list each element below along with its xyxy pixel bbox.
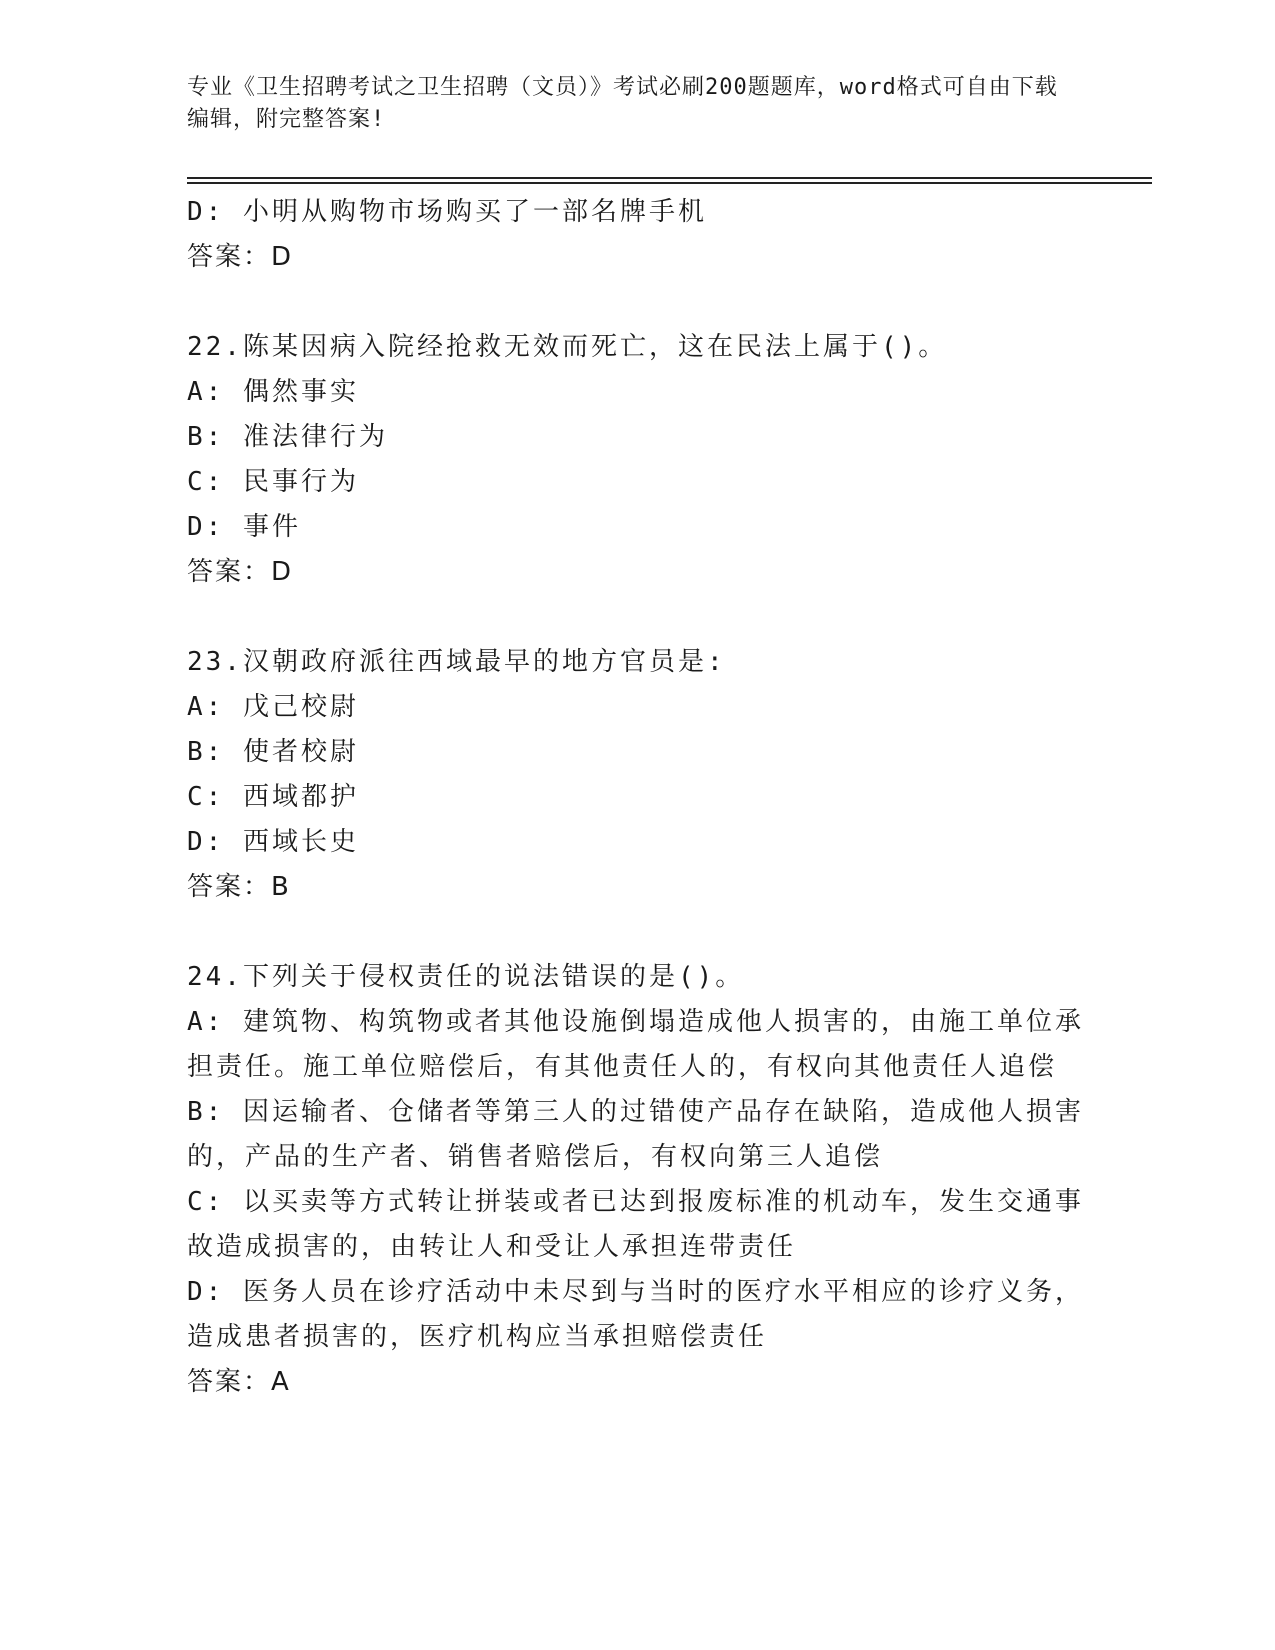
option-d-line-1: D: 医务人员在诊疗活动中未尽到与当时的医疗水平相应的诊疗义务， [187,1277,1084,1307]
option-c-line-1: C: 以买卖等方式转让拼装或者已达到报废标准的机动车，发生交通事 [187,1187,1084,1217]
answer-label: 答案： [187,557,272,587]
spacer [187,595,1087,640]
question-21-tail [187,190,1087,280]
answer-line [187,550,1087,595]
answer-label: 答案： [187,872,272,902]
answer-label: 答案： [187,1367,272,1397]
question-list [187,190,1087,1405]
answer-value: A [271,1367,290,1397]
option-a: A: 戊己校尉 [187,692,359,722]
option-d: D: 西域长史 [187,827,359,857]
option-b-line-2: 的，产品的生产者、销售者赔偿后，有权向第三人追偿 [187,1142,884,1172]
spacer [187,910,1087,955]
question-text: 22.陈某因病入院经抢救无效而死亡，这在民法上属于()。 [187,332,948,362]
question-22 [187,325,1087,595]
question-text: 24.下列关于侵权责任的说法错误的是()。 [187,962,745,992]
option-b: B: 准法律行为 [187,422,388,452]
question-24 [187,955,1087,1405]
option-d: D: 事件 [187,512,301,542]
document-header: 专业《卫生招聘考试之卫生招聘（文员）》考试必刷200题题库，word格式可自由下载编辑，附完整答案! [187,75,1058,132]
option-a: A: 偶然事实 [187,377,359,407]
option-c: C: 西域都护 [187,782,359,812]
option-d: D: 小明从购物市场购买了一部名牌手机 [187,197,707,227]
answer-label: 答案： [187,242,272,272]
option-d-line-2: 造成患者损害的，医疗机构应当承担赔偿责任 [187,1322,768,1352]
spacer [187,280,1087,325]
option-a-line-1: A: 建筑物、构筑物或者其他设施倒塌造成他人损害的，由施工单位承 [187,1007,1084,1037]
answer-line [187,235,1087,280]
option-a-line-2: 担责任。施工单位赔偿后，有其他责任人的，有权向其他责任人追偿 [187,1052,1058,1082]
question-23 [187,640,1087,910]
answer-line [187,1360,1087,1405]
answer-value: D [271,557,293,587]
question-text: 23.汉朝政府派往西域最早的地方官员是: [187,647,726,677]
option-b: B: 使者校尉 [187,737,359,767]
option-c: C: 民事行为 [187,467,359,497]
header-rule-bottom [187,182,1152,184]
header-rule-top [187,177,1152,179]
option-c-line-2: 故造成损害的，由转让人和受让人承担连带责任 [187,1232,797,1262]
answer-line [187,865,1087,910]
answer-value: D [271,242,293,272]
option-b-line-1: B: 因运输者、仓储者等第三人的过错使产品存在缺陷，造成他人损害 [187,1097,1084,1127]
answer-value: B [271,872,290,902]
